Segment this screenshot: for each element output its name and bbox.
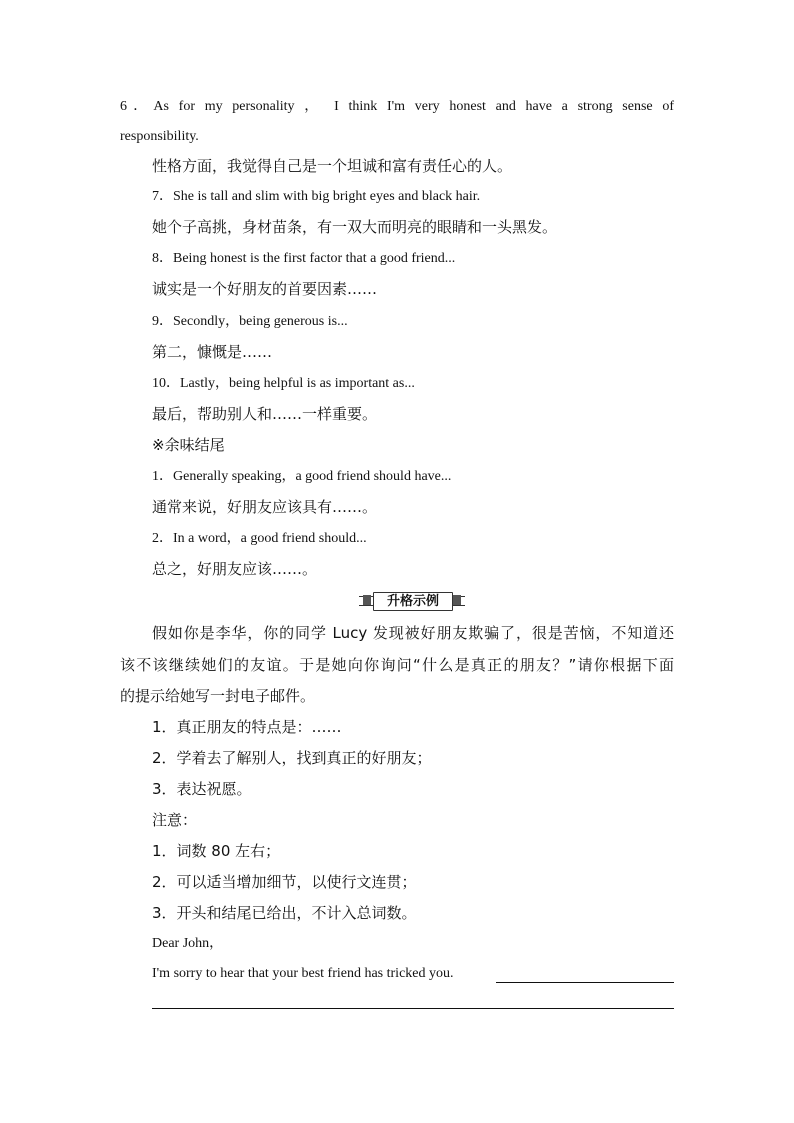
sentence-8-english: 8．Being honest is the first factor that a good friend... [152, 251, 456, 266]
letter-greeting: Dear John， [152, 936, 224, 951]
hint-3: 3．表达祝愿。 [152, 780, 252, 798]
task-paragraph-line-3: 的提示给她写一封电子邮件。 [120, 687, 316, 705]
sentence-6-english-line-2: responsibility. [120, 129, 199, 144]
task-paragraph-line-2: 该不该继续她们的友谊。于是她向你询问“什么是真正的朋友？”请你根据下面 [120, 656, 674, 674]
banner-right-cap [453, 595, 461, 605]
sentence-9-chinese: 第二，慷慨是…… [152, 343, 273, 361]
sentence-7-chinese: 她个子高挑，身材苗条，有一双大而明亮的眼睛和一头黑发。 [152, 218, 558, 236]
task-paragraph-line-1: 假如你是李华，你的同学 Lucy 发现被好朋友欺骗了，很是苦恼，不知道还 [152, 624, 674, 642]
letter-opening-line [152, 964, 454, 984]
hint-1: 1．真正朋友的特点是：…… [152, 718, 342, 736]
ending-1-chinese: 通常来说，好朋友应该具有……。 [152, 498, 378, 516]
answer-blank-line-2[interactable] [152, 1008, 674, 1009]
hint-2: 2．学着去了解别人，找到真正的好朋友； [152, 749, 432, 767]
ending-1-english: 1．Generally speaking，a good friend should have... [152, 469, 452, 484]
note-3: 3．开头和结尾已给出，不计入总词数。 [152, 904, 417, 922]
letter-opening-text: I'm sorry to hear that your best friend has tricked you. [152, 966, 454, 981]
note-2: 2．可以适当增加细节，以使行文连贯； [152, 873, 417, 891]
sentence-10-chinese: 最后，帮助别人和……一样重要。 [152, 405, 378, 423]
sentence-9-english: 9．Secondly，being generous is... [152, 314, 348, 329]
sentence-6-english-line-1: 6．As for my personality ， I think I'm very honest and have a strong sense of [120, 99, 674, 114]
sentence-10-english: 10．Lastly，being helpful is as important as... [152, 376, 415, 391]
sentence-7-english: 7．She is tall and slim with big bright eyes and black hair. [152, 189, 481, 204]
sentence-6-chinese: 性格方面，我觉得自己是一个坦诚和富有责任心的人。 [152, 157, 513, 175]
banner-left-cap [363, 595, 371, 605]
note-1: 1．词数 80 左右； [152, 842, 281, 860]
section-banner [359, 592, 465, 610]
note-label: 注意： [152, 811, 198, 829]
answer-blank-line-1[interactable] [496, 982, 674, 983]
banner-label: 升格示例 [373, 592, 453, 611]
ending-2-chinese: 总之，好朋友应该……。 [152, 560, 318, 578]
ending-2-english: 2．In a word，a good friend should... [152, 531, 367, 546]
ending-section-heading: ※余味结尾 [152, 436, 225, 454]
sentence-8-chinese: 诚实是一个好朋友的首要因素…… [152, 280, 378, 298]
